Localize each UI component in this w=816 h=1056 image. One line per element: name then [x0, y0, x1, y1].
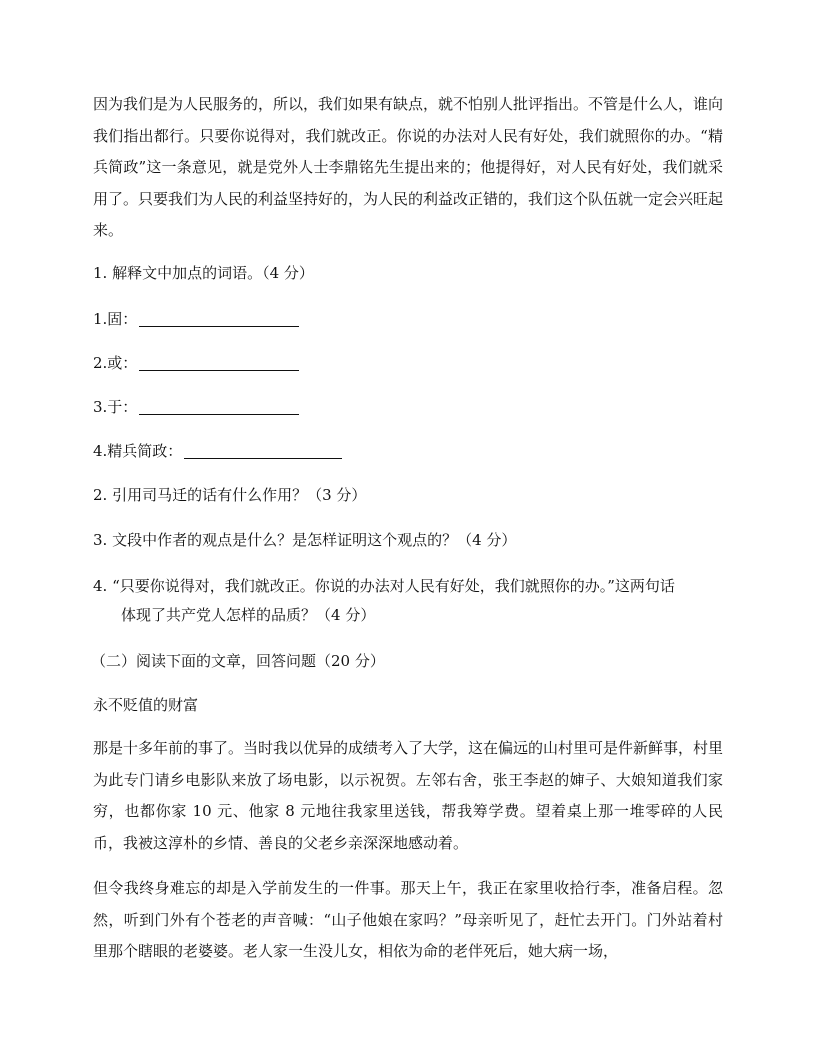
q1-item-1 — [93, 308, 299, 330]
q1-item-1-label: 1.固： — [93, 310, 138, 328]
q1-item-3-label: 3.于： — [93, 398, 138, 416]
question-4 — [93, 572, 723, 630]
question-4-line-2: 体现了共产党人怎样的品质？（4 分） — [121, 606, 376, 624]
q1-item-4 — [93, 440, 342, 462]
answer-blank-4[interactable] — [184, 442, 342, 459]
article-paragraph-1: 那是十多年前的事了。当时我以优异的成绩考入了大学，这在偏远的山村里可是件新鲜事，村里为此专门请乡电影队来放了场电影，以示祝贺。左邻右舍，张王李赵的婶子、大娘知道我们家穷，也都你家 10 元、他家 8 元地往我家里送钱，帮我筹学费。望着桌上那一堆零碎的人民币，我被这淳朴的乡情、善良的父老乡亲深深地感动着。 — [93, 739, 724, 852]
q1-item-2 — [93, 352, 299, 374]
question-4-line-1: 4. “只要你说得对，我们就改正。你说的办法对人民有好处，我们就照你的办。”这两句话 — [93, 577, 675, 595]
q1-item-3 — [93, 396, 299, 418]
article-paragraph-2: 但令我终身难忘的却是入学前发生的一件事。那天上午，我正在家里收拾行李，准备启程。忽然，听到门外有个苍老的声音喊：“山子他娘在家吗？”母亲听见了，赶忙去开门。门外站着村里那个瞎眼的老婆婆。老人家一生没儿女，相依为命的老伴死后，她大病一场， — [93, 879, 723, 960]
answer-blank-3[interactable] — [139, 398, 299, 415]
q1-item-2-label: 2.或： — [93, 354, 138, 372]
answer-blank-2[interactable] — [139, 354, 299, 371]
passage-paragraph: 因为我们是为人民服务的，所以，我们如果有缺点，就不怕别人批评指出。不管是什么人，谁向我们指出都行。只要你说得对，我们就改正。你说的办法对人民有好处，我们就照你的办。“精兵简政”这一条意见，就是党外人士李鼎铭先生提出来的；他提得好，对人民有好处，我们就采用了。只要我们为人民的利益坚持好的，为人民的利益改正错的，我们这个队伍就一定会兴旺起来。 — [93, 95, 724, 239]
article-title: 永不贬值的财富 — [93, 696, 199, 714]
question-3: 3. 文段中作者的观点是什么？是怎样证明这个观点的？（4 分） — [93, 531, 517, 549]
section-2-heading: （二）阅读下面的文章，回答问题（20 分） — [91, 652, 385, 670]
q1-item-4-label: 4.精兵简政： — [93, 442, 183, 460]
question-2: 2. 引用司马迁的话有什么作用？（3 分） — [93, 486, 367, 504]
question-1: 1. 解释文中加点的词语。（4 分） — [93, 264, 314, 282]
answer-blank-1[interactable] — [139, 310, 299, 327]
